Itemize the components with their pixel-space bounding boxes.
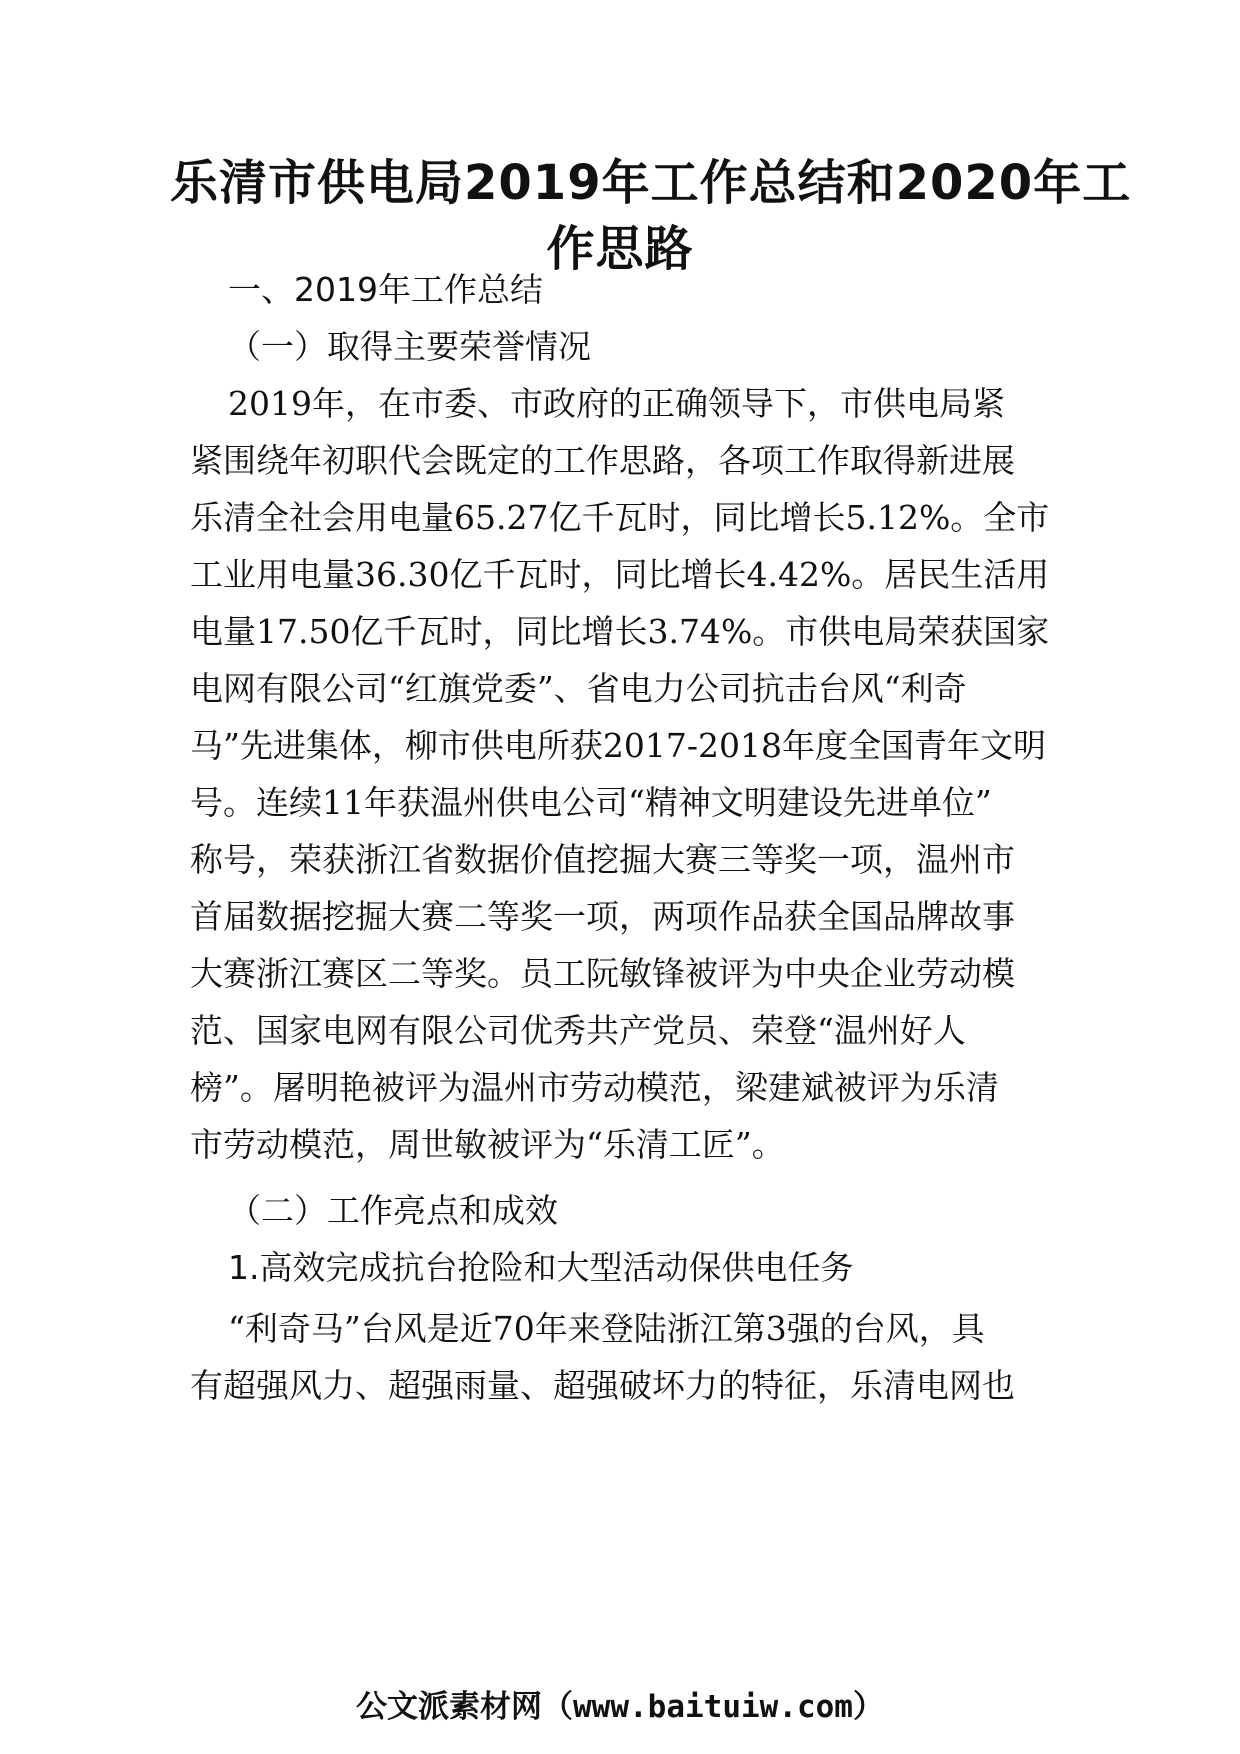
footer-watermark <box>0 1685 1240 1729</box>
paragraph-line: 榜”。屠明艳被评为温州市劳动模范，梁建斌被评为乐清 <box>190 1068 999 1107</box>
paragraph-line: 号。连续11年获温州供电公司“精神文明建设先进单位” <box>190 783 992 822</box>
paragraph-line: 大赛浙江赛区二等奖。员工阮敏锋被评为中央企业劳动模 <box>190 954 1015 993</box>
section-heading-1: 一、2019年工作总结 <box>228 270 543 309</box>
footer-site-name: 公文派素材网 <box>356 1689 543 1725</box>
paragraph-line: 电网有限公司“红旗党委”、省电力公司抗击台风“利奇 <box>190 669 967 708</box>
paragraph-line: 首届数据挖掘大赛二等奖一项，两项作品获全国品牌故事 <box>190 897 1015 936</box>
paragraph-line: 乐清全社会用电量65.27亿千瓦时，同比增长5.12%。全市 <box>190 498 1050 537</box>
paragraph-line: 电量17.50亿千瓦时，同比增长3.74%。市供电局荣获国家 <box>190 612 1050 651</box>
document-title <box>170 150 1132 282</box>
paragraph-line: “利奇马”台风是近70年来登陆浙江第3强的台风，具 <box>228 1309 985 1348</box>
paragraph-line: 范、国家电网有限公司优秀共产党员、荣登“温州好人 <box>190 1011 966 1050</box>
item-heading-1: 1.高效完成抗台抢险和大型活动保供电任务 <box>228 1248 854 1287</box>
paragraph-line: 有超强风力、超强雨量、超强破坏力的特征，乐清电网也 <box>190 1366 1015 1405</box>
title-line-2: 作思路 <box>546 221 694 277</box>
paragraph-line: 市劳动模范，周世敏被评为“乐清工匠”。 <box>190 1125 785 1164</box>
paragraph-line: 紧围绕年初职代会既定的工作思路，各项工作取得新进展 <box>190 441 1015 480</box>
subsection-heading-2: （二）工作亮点和成效 <box>228 1191 558 1230</box>
paragraph-line: 称号，荣获浙江省数据价值挖掘大赛三等奖一项，温州市 <box>190 840 1015 879</box>
paragraph-line: 工业用电量36.30亿千瓦时，同比增长4.42%。居民生活用 <box>190 555 1050 594</box>
footer-site-url: （www.baituiw.com） <box>542 1689 884 1725</box>
paragraph-line: 2019年，在市委、市政府的正确领导下，市供电局紧 <box>228 384 1005 423</box>
title-line-1: 乐清市供电局2019年工作总结和2020年工 <box>170 155 1132 211</box>
paragraph-line: 马”先进集体，柳市供电所获2017-2018年度全国青年文明 <box>190 726 1046 765</box>
subsection-heading-1: （一）取得主要荣誉情况 <box>228 327 591 366</box>
